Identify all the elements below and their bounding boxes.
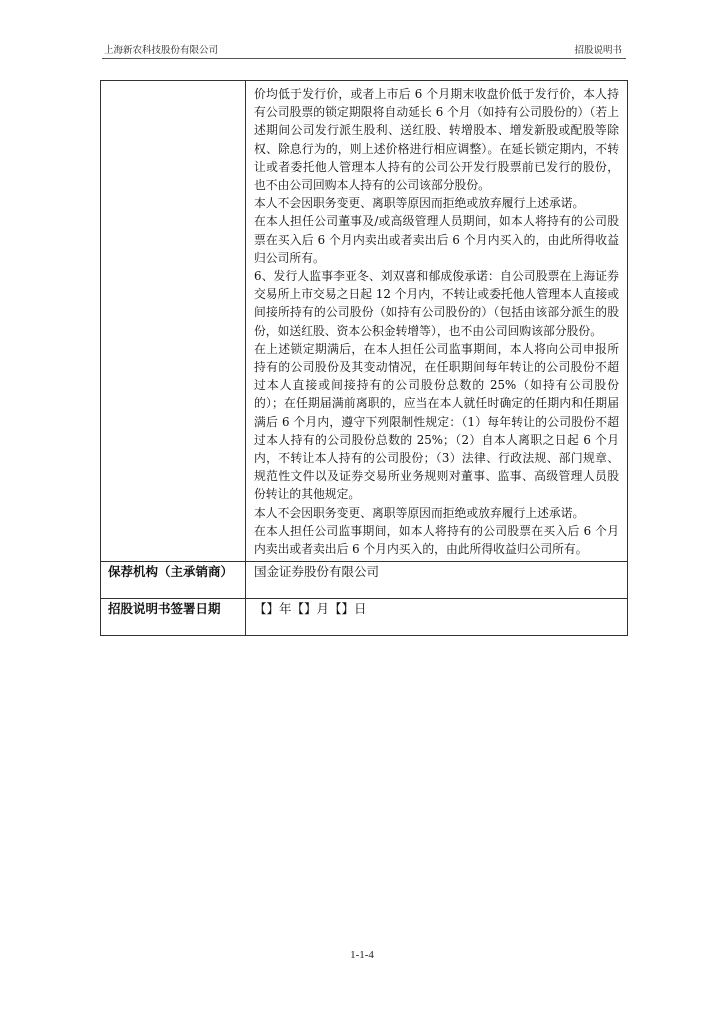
commitment-paragraph: 6、发行人监事李亚冬、刘双喜和郁成俊承诺：自公司股票在上海证券交易所上市交易之日起 12 个月内，不转让或委托他人管理本人直接或间接所持有的公司股份（如持有公司股份的）（包括由该部分派生的股份，如送红股、资本公积金转增等），也不由公司回购该部分股份。 [254, 269, 619, 338]
page-header [102, 42, 626, 56]
commitment-paragraph: 本人不会因职务变更、离职等原因而拒绝或放弃履行上述承诺。 [254, 196, 585, 211]
commitment-content-cell [246, 81, 628, 562]
commitment-paragraph: 价均低于发行价，或者上市后 6 个月期末收盘价低于发行价，本人持有公司股票的锁定期限将自动延长 6 个月（如持有公司股份的）（若上述期间公司发行派生股利、送红股、转增股本、增发新股或配股等除权、除息行为的，则上述价格进行相应调整）。在延长锁定期内，不转让或者委托他人管理本人持有的公司公开发行股票前已发行的股份，也不由公司回购本人持有的公司该部分股份。 [254, 87, 619, 193]
sponsor-value: 国金证券股份有限公司 [246, 562, 628, 599]
header-document-type: 招股说明书 [574, 45, 622, 56]
sponsor-row [101, 562, 628, 599]
commitment-row [101, 81, 628, 562]
commitment-paragraph: 在本人担任公司监事期间，如本人将持有的公司股票在买入后 6 个月内卖出或者卖出后 6 个月内买入的，由此所得收益归公司所有。 [254, 523, 619, 557]
signing-date-row [101, 599, 628, 636]
sponsor-label: 保荐机构（主承销商） [101, 562, 246, 599]
info-table [100, 80, 628, 636]
header-company-name: 上海新农科技股份有限公司 [104, 45, 219, 56]
commitment-label-cell [101, 81, 246, 562]
commitment-paragraph: 在本人担任公司董事及/或高级管理人员期间，如本人将持有的公司股票在买入后 6 个月内卖出或者卖出后 6 个月内买入的，由此所得收益归公司所有。 [254, 214, 619, 265]
commitment-paragraph: 在上述锁定期满后，在本人担任公司监事期间，本人将向公司申报所持有的公司股份及其变动情况，在任职期间每年转让的公司股份不超过本人直接或间接持有的公司股份总数的 25%（如持有公司股份的）；在任期届满前离职的，应当在本人就任时确定的任期内和任期届满后 6 个月内，遵守下列限制性规定：（1）每年转让的公司股份不超过本人持有的公司股份总数的 25%；（2）自本人离职之日起 6 个月内，不转让本人持有的公司股份；（3）法律、行政法规、部门规章、规范性文件以及证券交易所业务规则对董事、监事、高级管理人员股份转让的其他规定。 [254, 341, 619, 502]
page-number: 1-1-4 [350, 949, 374, 961]
signing-date-label: 招股说明书签署日期 [101, 599, 246, 636]
commitment-paragraph: 本人不会因职务变更、离职等原因而拒绝或放弃履行上述承诺。 [254, 505, 585, 520]
header-divider [102, 58, 626, 59]
signing-date-value: 【】年【】月【】日 [246, 599, 628, 636]
